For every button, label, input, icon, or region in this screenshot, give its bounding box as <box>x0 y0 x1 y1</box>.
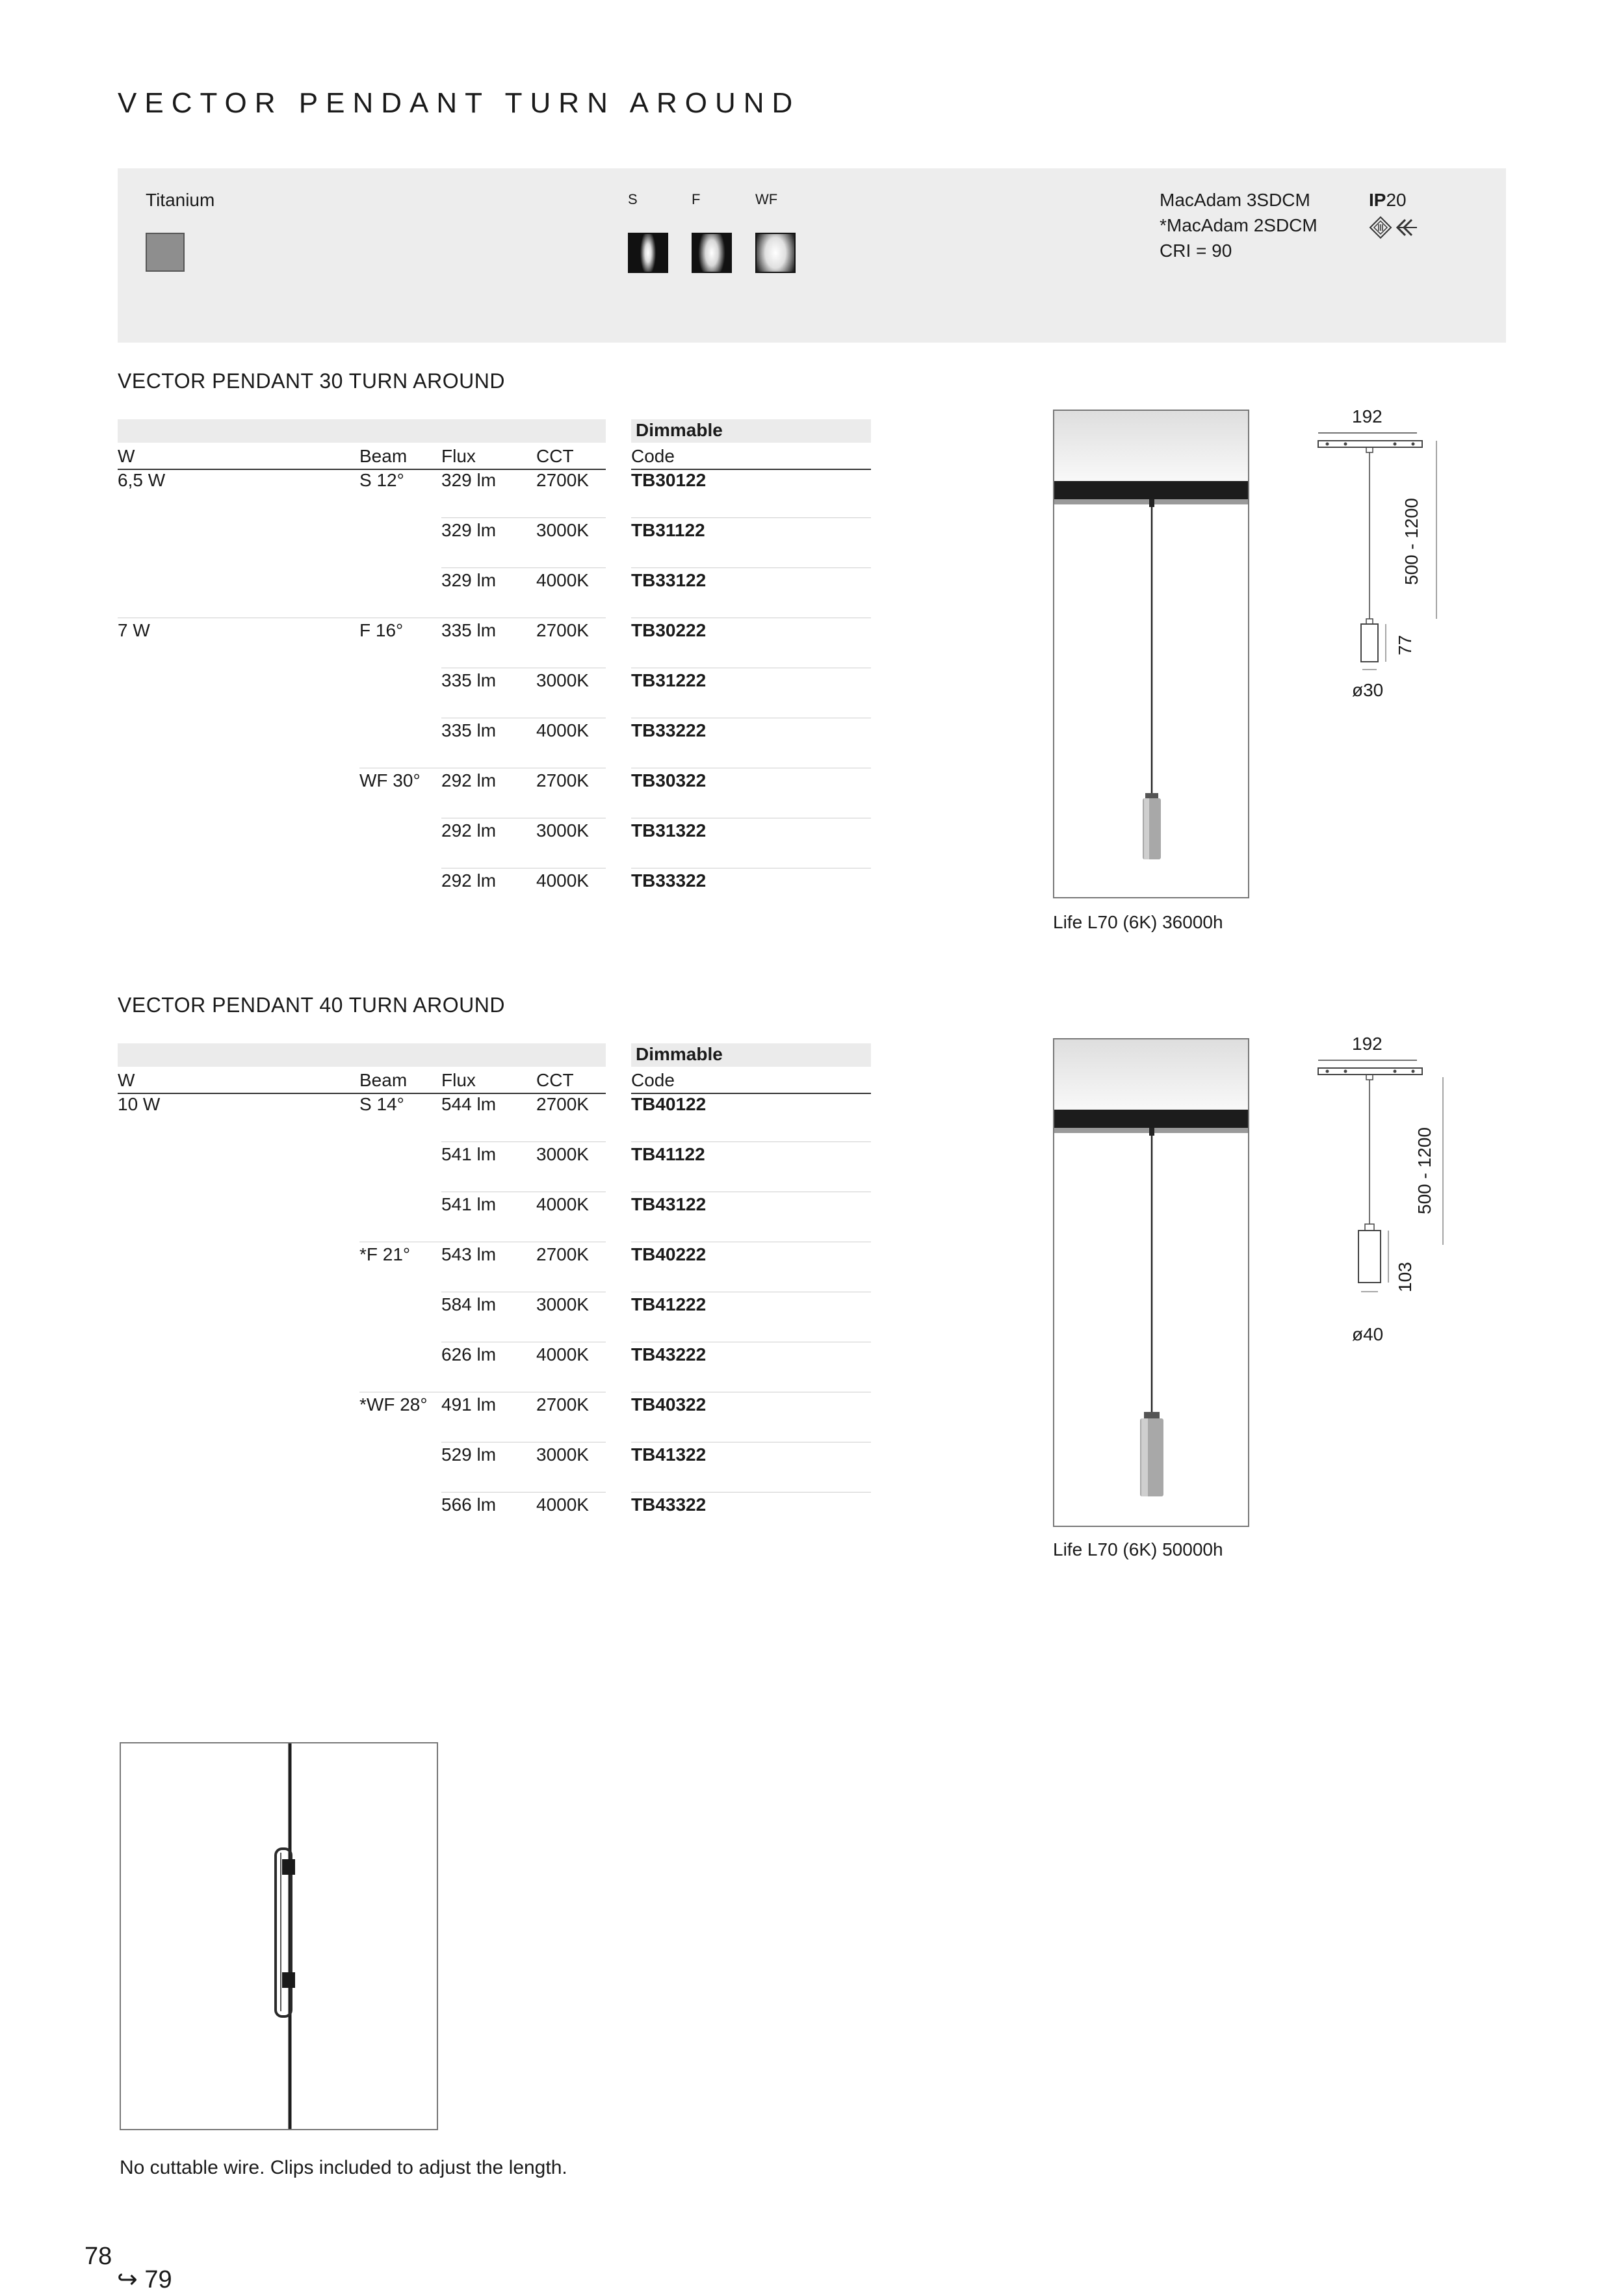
row-code: TB30322 <box>631 770 707 790</box>
row-code: TB33122 <box>631 570 707 590</box>
dim-height: 103 <box>1395 1262 1415 1292</box>
row-flux: 329 lm <box>441 520 497 540</box>
row-code: TB33322 <box>631 870 707 891</box>
row-flux: 329 lm <box>441 570 497 590</box>
row-divider <box>441 1141 606 1142</box>
product-photo <box>1053 1038 1249 1527</box>
macadam-2sdcm: *MacAdam 2SDCM <box>1160 215 1318 235</box>
row-flux: 491 lm <box>441 1394 497 1415</box>
col-header-code: Code <box>631 446 675 466</box>
row-cct: 4000K <box>536 1344 589 1364</box>
row-cct: 2700K <box>536 1094 589 1114</box>
row-cct: 3000K <box>536 820 589 841</box>
ip-rating: IP20 <box>1369 190 1407 210</box>
row-cct: 3000K <box>536 1144 589 1164</box>
row-code: TB43222 <box>631 1344 707 1364</box>
dimmable-header: Dimmable <box>636 420 723 440</box>
dim-diameter: ø30 <box>1352 680 1384 700</box>
return-arrow-icon: ↪ <box>117 2266 138 2293</box>
beam-spot-icon <box>628 233 668 273</box>
row-cct: 3000K <box>536 520 589 540</box>
macadam-3sdcm: MacAdam 3SDCM <box>1160 190 1310 210</box>
col-header-flux: Flux <box>441 1070 476 1090</box>
col-header-cct: CCT <box>536 1070 574 1090</box>
col-header-beam: Beam <box>359 1070 408 1090</box>
row-flux: 292 lm <box>441 820 497 841</box>
row-divider <box>441 517 606 518</box>
row-w: 6,5 W <box>118 470 166 490</box>
row-cct: 3000K <box>536 670 589 690</box>
row-cct: 4000K <box>536 570 589 590</box>
dim-diameter: ø40 <box>1352 1324 1384 1344</box>
dim-width: 192 <box>1352 1034 1383 1054</box>
row-beam: S 12° <box>359 470 404 490</box>
row-flux: 541 lm <box>441 1144 497 1164</box>
class-iii-and-driver-icon <box>1368 215 1420 241</box>
row-divider <box>441 1492 606 1493</box>
row-flux: 544 lm <box>441 1094 497 1114</box>
row-beam: F 16° <box>359 620 404 640</box>
row-code: TB43122 <box>631 1194 707 1214</box>
dim-width: 192 <box>1352 406 1383 426</box>
col-header-cct: CCT <box>536 446 574 466</box>
row-cct: 2700K <box>536 1394 589 1415</box>
row-cct: 3000K <box>536 1294 589 1314</box>
next-page-number: 79 <box>144 2266 172 2293</box>
row-divider <box>631 1141 871 1142</box>
row-code: TB33222 <box>631 720 707 740</box>
col-header-flux: Flux <box>441 446 476 466</box>
row-flux: 584 lm <box>441 1294 497 1314</box>
row-code: TB41222 <box>631 1294 707 1314</box>
row-beam: *WF 28° <box>359 1394 428 1415</box>
col-header-w: W <box>118 1070 135 1090</box>
row-flux: 626 lm <box>441 1344 497 1364</box>
beam-label-wf: WF <box>755 191 778 207</box>
row-flux: 541 lm <box>441 1194 497 1214</box>
section-title: VECTOR PENDANT 40 TURN AROUND <box>118 993 505 1017</box>
row-code: TB43322 <box>631 1494 707 1515</box>
row-divider <box>631 567 871 568</box>
clip-detail-photo <box>120 1742 438 2130</box>
beam-flood-icon <box>692 233 732 273</box>
section-title: VECTOR PENDANT 30 TURN AROUND <box>118 369 505 393</box>
row-flux: 543 lm <box>441 1244 497 1264</box>
row-code: TB40122 <box>631 1094 707 1114</box>
row-cct: 2700K <box>536 1244 589 1264</box>
row-code: TB31222 <box>631 670 707 690</box>
beam-label-s: S <box>628 191 638 207</box>
product-photo <box>1053 410 1249 898</box>
col-header-beam: Beam <box>359 446 408 466</box>
row-code: TB31122 <box>631 520 705 540</box>
life-rating: Life L70 (6K) 50000h <box>1053 1539 1223 1559</box>
row-cct: 2700K <box>536 620 589 640</box>
row-flux: 292 lm <box>441 770 497 790</box>
row-flux: 335 lm <box>441 670 497 690</box>
beam-wide-flood-icon <box>755 233 796 273</box>
row-w: 7 W <box>118 620 150 640</box>
row-code: TB31322 <box>631 820 707 841</box>
row-flux: 335 lm <box>441 620 497 640</box>
row-divider <box>631 517 871 518</box>
col-header-w: W <box>118 446 135 466</box>
beam-label-f: F <box>692 191 701 207</box>
row-code: TB41322 <box>631 1444 707 1465</box>
row-flux: 566 lm <box>441 1494 497 1515</box>
row-beam: *F 21° <box>359 1244 411 1264</box>
row-code: TB30222 <box>631 620 707 640</box>
row-flux: 335 lm <box>441 720 497 740</box>
row-beam: WF 30° <box>359 770 421 790</box>
row-w: 10 W <box>118 1094 161 1114</box>
row-divider <box>631 1492 871 1493</box>
col-header-code: Code <box>631 1070 675 1090</box>
row-flux: 329 lm <box>441 470 497 490</box>
dim-length: 500 - 1200 <box>1401 498 1422 585</box>
dimmable-header: Dimmable <box>636 1044 723 1064</box>
row-cct: 4000K <box>536 720 589 740</box>
dim-length: 500 - 1200 <box>1414 1127 1435 1214</box>
row-cct: 2700K <box>536 770 589 790</box>
row-beam: S 14° <box>359 1094 404 1114</box>
row-cct: 4000K <box>536 1194 589 1214</box>
row-code: TB30122 <box>631 470 707 490</box>
row-cct: 2700K <box>536 470 589 490</box>
row-cct: 3000K <box>536 1444 589 1465</box>
row-code: TB41122 <box>631 1144 705 1164</box>
row-code: TB40222 <box>631 1244 707 1264</box>
life-rating: Life L70 (6K) 36000h <box>1053 912 1223 932</box>
cri-value: CRI = 90 <box>1160 241 1232 261</box>
row-flux: 529 lm <box>441 1444 497 1465</box>
table-header-bar <box>118 1043 606 1067</box>
finish-label: Titanium <box>146 190 215 210</box>
next-page-link[interactable] <box>117 2265 172 2294</box>
dimension-drawing <box>1313 430 1443 690</box>
row-cct: 4000K <box>536 870 589 891</box>
dim-height: 77 <box>1395 634 1415 655</box>
page-number: 78 <box>84 2243 112 2270</box>
row-divider <box>441 567 606 568</box>
finish-swatch <box>146 233 185 272</box>
row-cct: 4000K <box>536 1494 589 1515</box>
table-header-bar <box>118 419 606 443</box>
row-code: TB40322 <box>631 1394 707 1415</box>
footer-note: No cuttable wire. Clips included to adjust the length. <box>120 2157 567 2178</box>
page-title: VECTOR PENDANT TURN AROUND <box>118 87 801 119</box>
row-flux: 292 lm <box>441 870 497 891</box>
